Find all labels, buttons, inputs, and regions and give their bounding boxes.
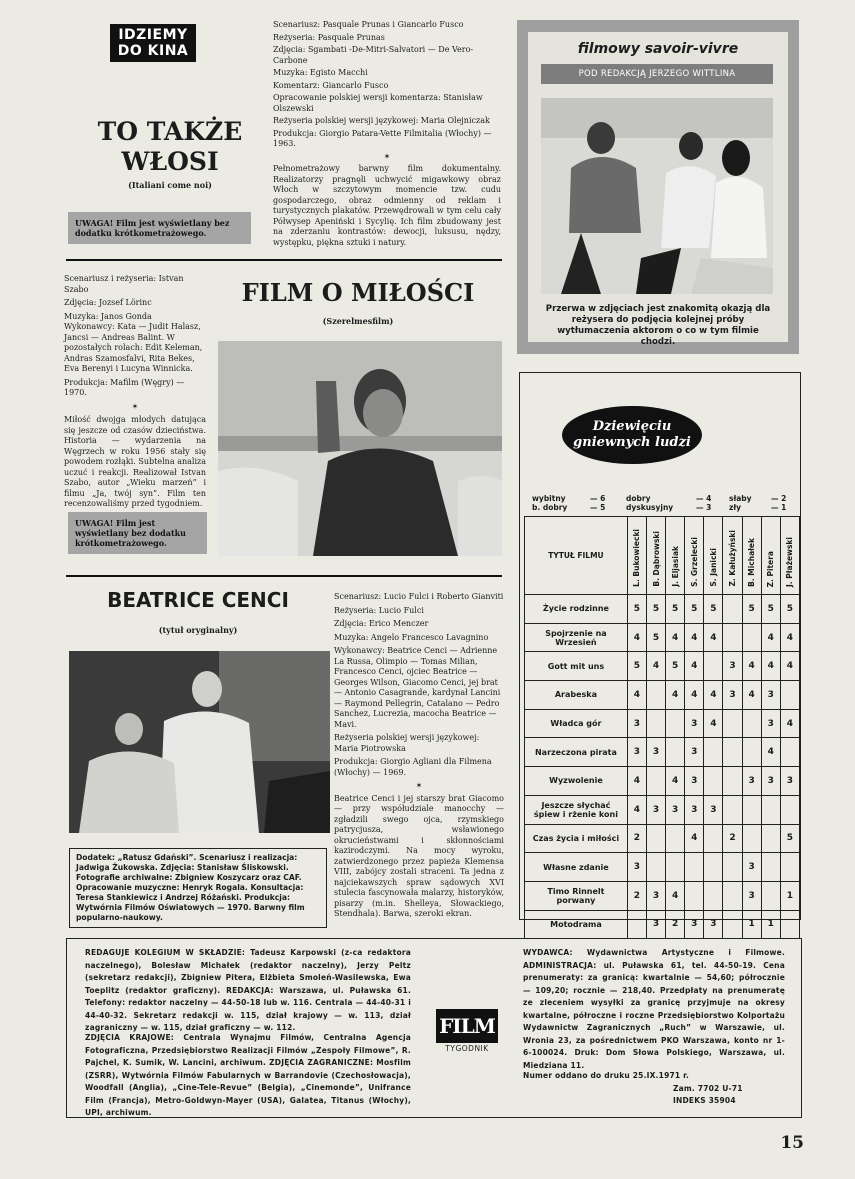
score-cell: 4 — [704, 681, 723, 710]
score-cell — [742, 738, 761, 767]
score-cell: 5 — [780, 595, 799, 624]
table-row — [525, 910, 800, 939]
score-cell: 4 — [685, 652, 704, 681]
score-cell: 5 — [742, 595, 761, 624]
score-cell: 4 — [666, 623, 685, 652]
score-cell: 3 — [780, 767, 799, 796]
score-cell — [780, 853, 799, 882]
score-cell — [723, 853, 742, 882]
film-title-cell: Życie rodzinne — [525, 595, 628, 624]
score-cell: 4 — [685, 623, 704, 652]
score-cell: 3 — [723, 681, 742, 710]
score-cell — [704, 652, 723, 681]
score-cell — [761, 881, 780, 910]
score-cell: 3 — [646, 738, 665, 767]
score-cell: 4 — [627, 795, 646, 824]
table-row — [525, 853, 800, 882]
ratings-body — [525, 595, 800, 939]
star-ornament: ✶ — [415, 781, 423, 790]
score-cell — [704, 853, 723, 882]
table-row — [525, 738, 800, 767]
score-cell: 5 — [761, 595, 780, 624]
score-cell: 3 — [742, 767, 761, 796]
score-cell — [780, 738, 799, 767]
film2-credits: Scenariusz i reżyseria: Istvan Szabo Zdjęcia: Jozsef Lörinc Muzyka: Janos Gonda Wykonawcy: Kata — Judit Halasz, Jancsi — Andreas Balint. W pozostałych rolach: Edit Keleman, Andras Szamosfalvi, Rita Bekes, Eva Berenyi i Lucyna Winnicka. Produkcja: Mafilm (Węgry) — 1970. ✶ Miłość dwojga młodych datująca się jeszcze od czasów dzieciństwa. Historia — wydarzenia na Węgrzech w roku 1956 stały się powodem rozłąki. Subtelna analiza uczuć i reakcji. Realizował Istvan Szabo, autor „Wieku marzeń” i filmu „Ja, twój syn”. Film ten recenzowaliśmy przed tygodniem. — [64, 274, 206, 508]
score-cell: 3 — [685, 767, 704, 796]
score-cell: 2 — [627, 881, 646, 910]
savoir-vivre-caption: Przerwa w zdjęciach jest znakomitą okazją dla reżysera do podjęcia kolejnej próby wytłumaczenia aktorom o co w tym filmie chodzi. — [545, 304, 771, 347]
score-cell: 2 — [627, 824, 646, 853]
score-cell: 4 — [780, 709, 799, 738]
score-cell — [704, 881, 723, 910]
film-title-cell: Jeszcze słychać śpiew i rżenie koni — [525, 795, 628, 824]
table-row — [525, 767, 800, 796]
score-cell — [646, 681, 665, 710]
film-column-header: TYTUŁ FILMU — [525, 517, 628, 595]
film-title-cell: Arabeska — [525, 681, 628, 710]
score-cell: 5 — [685, 595, 704, 624]
table-row — [525, 681, 800, 710]
film3-credits: Scenariusz: Lucio Fulci i Roberto Gianviti Reżyseria: Lucio Fulci Zdjęcia: Erico Menczer Muzyka: Angelo Francesco Lavagnino Wykonawcy: Beatrice Cenci — Adrienne La Russa, Olimpio — Tomas Milian, Francesco Cenci, ojciec Beatrice — Georges Wilson, Giacomo Cenci, jej brat — Antonio Casagrande, kardynał Lancini — Raymond Pellegrin, Catalano — Pedro Sanchez, Lucrezia, macocha Beatrice — Mavi. Reżyseria polskiej wersji językowej: Maria Piotrowska Produkcja: Giorgio Agliani dla Filmena (Włochy) — 1969. ✶ Beatrice Cenci i jej starszy brat Giacomo — przy współudziale manocchy — zgładzili swego ojca, rzymskiego patrycjusza, wsławionego okrucieństwami i skłonnościami kazirodczymi. Na mocy wyroku, zatwierdzonego przez papieża Klemensa VIII, zabójcy zostali straceni. Ta jedna z najciekawszych spraw sądowych XVI stulecia fascynowała malarzy, historyków, pisarzy (m.in. Shelleya, Słowackiego, Stendhala). Barwa, szeroki ekran. — [334, 592, 504, 918]
score-cell: 5 — [646, 623, 665, 652]
critic-header: S. Janicki — [704, 517, 723, 595]
score-cell: 4 — [666, 767, 685, 796]
page-number: 15 — [780, 1133, 804, 1153]
score-cell — [646, 709, 665, 738]
film1-credits: Scenariusz: Pasquale Prunas i Giancarlo Fusco Reżyseria: Pasquale Prunas Zdjęcia: Sgambati -De-Mitri-Salvatori — De Vero-Carbone Muzyka: Egisto Macchi Komentarz: Giancarlo Fusco Opracowanie polskiej wersji komentarza: Stanisław Olszewski Reżyseria polskiej wersji językowej: Maria Olejniczak Produkcja: Giorgio Patara-Vette Filmitalia (Włochy) — 1963. ✶ Pełnometrażowy barwny film dokumentalny. Realizatorzy pragnęli uchwycić migawkowy obraz Włoch w szczytowym momencie tzw. cudu gospodarczego, obraz odmienny od reklam i turystycznych plakatów. Przewędrowali w tym celu cały Półwysep Apeniński i Sycylię. Ich film zbudowany jest na zderzaniu kontrastów: dewocji, luksusu, nędzy, występku, piękna sztuki i natury. — [273, 20, 501, 247]
film-title-cell: Czas życia i miłości — [525, 824, 628, 853]
score-cell — [780, 795, 799, 824]
score-cell: 5 — [704, 595, 723, 624]
divider — [66, 575, 502, 577]
score-cell: 3 — [685, 795, 704, 824]
score-cell: 3 — [704, 795, 723, 824]
masthead-box — [66, 938, 802, 1118]
table-row — [525, 881, 800, 910]
score-cell: 3 — [761, 681, 780, 710]
score-cell: 5 — [646, 595, 665, 624]
table-row — [525, 652, 800, 681]
critic-header: J. Eljasiak — [666, 517, 685, 595]
score-cell — [723, 910, 742, 939]
score-cell: 3 — [742, 881, 761, 910]
film-title-cell: Timo Rinnelt porwany — [525, 881, 628, 910]
critic-header: L. Bukowiecki — [627, 517, 646, 595]
score-cell: 2 — [723, 824, 742, 853]
score-cell: 3 — [685, 709, 704, 738]
score-cell: 5 — [780, 824, 799, 853]
score-cell: 4 — [704, 709, 723, 738]
star-ornament: ✶ — [383, 151, 391, 161]
film-title-cell: Spojrzenie na Wrzesień — [525, 623, 628, 652]
score-cell: 4 — [627, 623, 646, 652]
film2-title: FILM O MIŁOŚCI — [241, 278, 475, 307]
film-title-cell: Własne zdanie — [525, 853, 628, 882]
score-cell — [723, 795, 742, 824]
ratings-badge: Dziewięciu gniewnych ludzi — [562, 406, 702, 464]
divider — [66, 259, 502, 261]
masthead-publisher: WYDAWCA: Wydawnictwa Artystyczne i Filmowe. ADMINISTRACJA: ul. Puławska 61, tel. 44-50-19. Cena prenumeraty: za granicą: kwartalnie — 54,60; półrocznie — 109,20; rocznie — 218,40. Przedpłaty na prenumeratę ze zleceniem wysyłki za granicę przyjmuje na okresy kwartalne, półroczne i roczne Przedsiębiorstwo Kolportażu Wydawnictw Zagranicznych „Ruch” w Warszawie, ul. Wronia 23, za pośrednictwem PKO Warszawa, konto nr 1-6-100024. Druk: Dom Słowa Polskiego, Warszawa, ul. Miedziana 11. — [523, 948, 785, 1070]
film-title-cell: Narzeczona pirata — [525, 738, 628, 767]
score-cell: 3 — [723, 652, 742, 681]
masthead-photo-credits: ZDJĘCIA KRAJOWE: Centrala Wynajmu Filmów, Centralna Agencja Fotograficzna, Przedsiębiorstwo Realizacji Filmów „Zespoły Filmowe”, R. Pajchel, K. Sumik, W. Lancini, archiwum. ZDJĘCIA ZAGRANICZNE: Mosfilm (ZSRR), Wytwórnia Filmów Fabularnych w Barrandovie (Czechosłowacja), Woodfall (Anglia), „Cine-Tele-Revue” (Belgia), „Cinemonde”, Unifrance Film (Francja), Metro-Goldwyn-Mayer (USA), Galatea, Titanus (Włochy), UPI, archiwum. — [85, 1033, 411, 1117]
film3-title: BEATRICE CENCI — [107, 588, 289, 612]
film-title-cell: Motodrama — [525, 910, 628, 939]
score-cell: 3 — [742, 853, 761, 882]
score-cell: 4 — [704, 623, 723, 652]
score-cell — [666, 709, 685, 738]
score-cell: 2 — [666, 910, 685, 939]
ratings-header-row — [525, 517, 800, 595]
score-cell: 5 — [627, 652, 646, 681]
score-cell — [761, 853, 780, 882]
film-title-cell: Gott mit uns — [525, 652, 628, 681]
film2-subtitle: (Szerelmesfilm) — [322, 316, 394, 326]
score-cell — [685, 853, 704, 882]
film2-notice: UWAGA! Film jest wyświetlany bez dodatku krótkometrażowego. — [68, 512, 207, 554]
score-cell — [723, 595, 742, 624]
score-cell: 4 — [685, 824, 704, 853]
score-cell: 4 — [666, 681, 685, 710]
score-cell — [646, 767, 665, 796]
score-cell: 3 — [627, 738, 646, 767]
score-cell — [666, 824, 685, 853]
score-cell: 4 — [780, 652, 799, 681]
critic-header: Z. Kałużyński — [723, 517, 742, 595]
score-cell — [646, 853, 665, 882]
score-cell: 3 — [685, 738, 704, 767]
table-row — [525, 623, 800, 652]
photo-film-o-milosci — [218, 341, 502, 556]
score-cell: 4 — [761, 738, 780, 767]
film1-title: TO TAKŻE WŁOSI — [97, 117, 243, 176]
film1-subtitle: (Italiani come noi) — [128, 180, 212, 190]
score-cell: 3 — [761, 767, 780, 796]
film3-addendum: Dodatek: „Ratusz Gdański”. Scenariusz i realizacja: Jadwiga Żukowska. Zdjęcia: Stanisław Śliskowski. Fotografie archiwalne: Zbigniew Koszycarz oraz CAF. Opracowanie muzyczne: Henryk Rogala. Konsultacja: Teresa Stankiewicz i Andrzej Różański. Produkcja: Wytwórnia Filmów Oświatowych — 1970. Barwny film popularno-naukowy. — [69, 848, 327, 928]
score-cell: 5 — [666, 652, 685, 681]
star-ornament: ✶ — [131, 401, 139, 411]
score-cell: 4 — [761, 652, 780, 681]
score-cell: 4 — [646, 652, 665, 681]
savoir-vivre-box — [517, 20, 799, 354]
score-cell: 3 — [761, 709, 780, 738]
score-cell: 4 — [742, 681, 761, 710]
section-logo-idziemy-do-kina: IDZIEMY DO KINA — [110, 24, 196, 62]
score-cell: 5 — [666, 595, 685, 624]
film3-subtitle: (tytuł oryginalny) — [158, 625, 238, 635]
score-cell — [742, 795, 761, 824]
table-row — [525, 824, 800, 853]
score-cell: 4 — [666, 881, 685, 910]
score-cell — [780, 910, 799, 939]
score-cell: 4 — [627, 681, 646, 710]
score-cell — [704, 824, 723, 853]
score-cell — [742, 623, 761, 652]
score-cell: 4 — [780, 623, 799, 652]
savoir-vivre-subtitle: POD REDAKCJĄ JERZEGO WITTLINA — [541, 64, 773, 84]
film-title-cell: Wyzwolenie — [525, 767, 628, 796]
score-cell: 3 — [685, 910, 704, 939]
critic-header: J. Płażewski — [780, 517, 799, 595]
critic-header: B. Michałek — [742, 517, 761, 595]
ratings-panel: Dziewięciu gniewnych ludzi wybitny — 6 b. dobry — 5 dobry — 4 dyskusyjny — 3 słaby — 2 zły — 1 TYTUŁ FILMU L. Bukowiecki B. Dąbrowski J. Eljasiak S. Grzelecki S. Janicki Z. Kałużyński B. Michałek Z. Pitera J. Płażewski Życie rodzinne 5 5 5 5 5 5 5 5 Spojrzenie na Wrzesień 4 5 4 4 4 4 4 Gott mit uns 5 4 5 4 3 4 4 4 Arabeska 4 4 4 4 3 4 3 Władca gór 3 3 4 3 4 Narzeczona pirata 3 3 3 4 Wyzwolenie 4 4 3 3 3 3 Jeszcze słychać śpiew i rżenie koni 4 3 3 3 3 Czas życia i miłości 2 4 2 5 Własne zdanie 3 3 Timo Rinnelt porwany 2 3 4 3 1 Motodrama 3 2 3 3 1 1 — [519, 372, 801, 920]
score-cell: 3 — [704, 910, 723, 939]
film-tygodnik-logo: FILM TYGODNIK — [436, 1009, 498, 1053]
photo-film-set-break — [541, 98, 773, 294]
score-cell — [704, 767, 723, 796]
score-cell: 3 — [627, 709, 646, 738]
score-cell — [723, 738, 742, 767]
score-cell: 3 — [646, 881, 665, 910]
score-cell — [627, 910, 646, 939]
score-cell — [742, 709, 761, 738]
score-cell — [761, 795, 780, 824]
score-cell — [723, 623, 742, 652]
masthead-editorial: REDAGUJE KOLEGIUM W SKŁADZIE: Tadeusz Karpowski (z-ca redaktora naczelnego), Bolesław Michałek (redaktor naczelny), Jerzy Peltz (sekretarz redakcji), Zbigniew Pitera, Elżbieta Smoleń-Wasilewska, Ewa Toeplitz (redaktor graficzny). REDAKCJA: Warszawa, ul. Puławska 61. Telefony: redaktor naczelny — 44-50-18 lub w. 116. Centrala — 44-40-31 i 44-40-32. Sekretarz redakcji w. 115, dział krajowy — w. 113, dział zagraniczny — w. 115, dział graficzny — w. 112. — [85, 948, 411, 1032]
critic-header: B. Dąbrowski — [646, 517, 665, 595]
score-cell — [704, 738, 723, 767]
table-row — [525, 709, 800, 738]
print-info: Numer oddano do druku 25.IX.1971 r. Zam. 7702 U-71 INDEKS 35904 — [523, 1071, 743, 1105]
table-row — [525, 795, 800, 824]
table-row — [525, 595, 800, 624]
score-cell — [685, 881, 704, 910]
score-cell: 3 — [646, 795, 665, 824]
score-cell — [723, 767, 742, 796]
score-cell: 3 — [646, 910, 665, 939]
savoir-vivre-inner — [528, 32, 788, 347]
score-cell — [646, 824, 665, 853]
score-cell — [666, 738, 685, 767]
score-cell — [723, 709, 742, 738]
score-cell: 4 — [742, 652, 761, 681]
score-cell — [666, 853, 685, 882]
score-cell: 1 — [742, 910, 761, 939]
score-cell: 3 — [666, 795, 685, 824]
critic-header: S. Grzelecki — [685, 517, 704, 595]
score-cell: 4 — [761, 623, 780, 652]
score-cell: 1 — [761, 910, 780, 939]
savoir-vivre-title: filmowy savoir-vivre — [577, 41, 739, 57]
score-cell: 4 — [627, 767, 646, 796]
film1-notice: UWAGA! Film jest wyświetlany bez dodatku krótkometrażowego. — [68, 212, 251, 244]
ratings-table — [524, 516, 800, 939]
photo-beatrice-cenci — [69, 651, 330, 833]
score-cell: 5 — [627, 595, 646, 624]
score-cell — [761, 824, 780, 853]
score-cell: 3 — [627, 853, 646, 882]
score-cell — [780, 681, 799, 710]
score-cell: 1 — [780, 881, 799, 910]
film-title-cell: Władca gór — [525, 709, 628, 738]
score-cell: 4 — [685, 681, 704, 710]
score-cell — [723, 881, 742, 910]
score-cell — [742, 824, 761, 853]
critic-header: Z. Pitera — [761, 517, 780, 595]
